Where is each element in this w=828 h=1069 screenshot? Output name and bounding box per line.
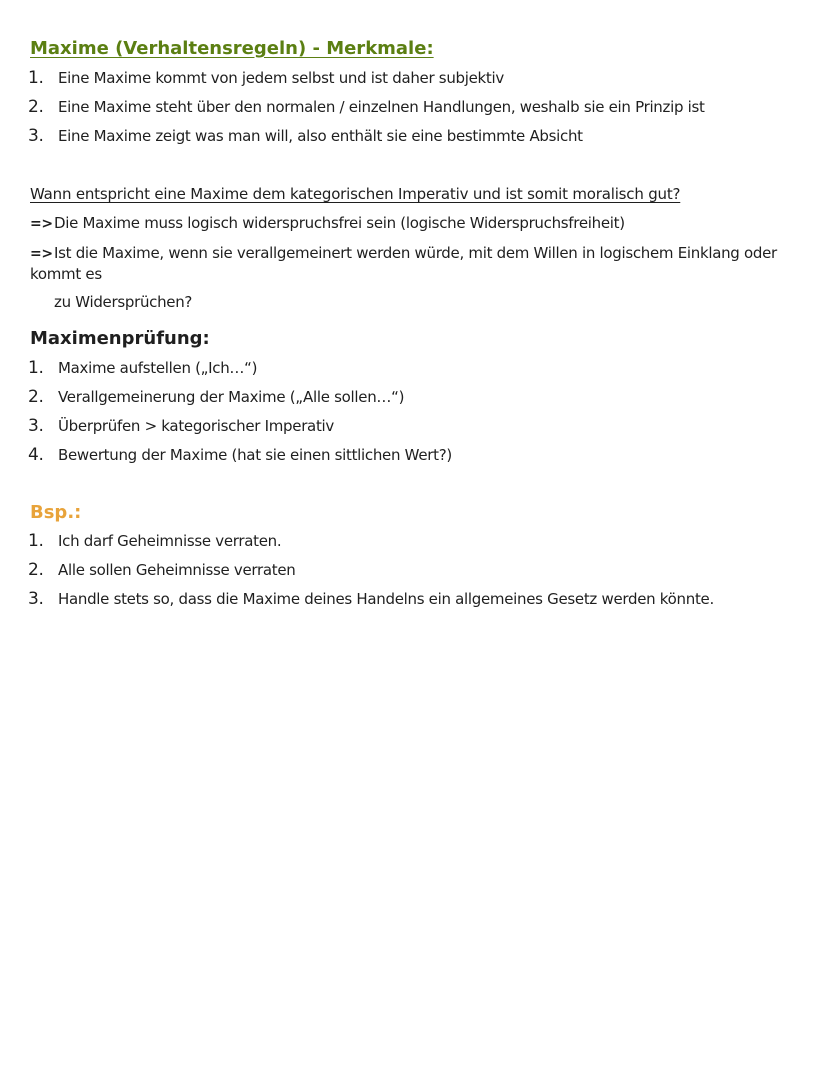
list-number: 3.	[28, 416, 44, 436]
list-number: 4.	[28, 445, 44, 465]
list-text: Bewertung der Maxime (hat sie einen sittlichen Wert?)	[58, 446, 452, 464]
list-text: Überprüfen > kategorischer Imperativ	[58, 417, 334, 435]
condition-text: Die Maxime muss logisch widerspruchsfrei sein (logische Widerspruchsfreiheit)	[54, 214, 625, 232]
list-number: 2.	[28, 560, 44, 580]
list-text: Handle stets so, dass die Maxime deines Handelns ein allgemeines Gesetz werden könnte.	[58, 590, 714, 608]
list-item	[28, 126, 705, 155]
list-item	[28, 416, 452, 445]
list-item	[28, 68, 705, 97]
section-heading-merkmale: Maxime (Verhaltensregeln) - Merkmale:	[30, 38, 434, 59]
list-item	[28, 560, 714, 589]
list-item	[28, 445, 452, 474]
list-number: 1.	[28, 531, 44, 551]
pruefung-list	[28, 358, 452, 474]
list-text: Verallgemeinerung der Maxime („Alle sollen…“)	[58, 388, 405, 406]
condition-text: Ist die Maxime, wenn sie verallgemeinert werden würde, mit dem Willen in logischem Einklang oder kommt es	[30, 244, 777, 283]
list-item	[28, 589, 714, 618]
condition-list	[30, 213, 790, 321]
list-text: Eine Maxime steht über den normalen / einzelnen Handlungen, weshalb sie ein Prinzip ist	[58, 98, 705, 116]
condition-item	[30, 243, 790, 312]
list-text: Maxime aufstellen („Ich…“)	[58, 359, 258, 377]
merkmale-list	[28, 68, 705, 155]
list-text: Alle sollen Geheimnisse verraten	[58, 561, 296, 579]
list-item	[28, 531, 714, 560]
list-text: Ich darf Geheimnisse verraten.	[58, 532, 282, 550]
arrow-marker: =>	[30, 216, 53, 232]
list-text: Eine Maxime zeigt was man will, also enthält sie eine bestimmte Absicht	[58, 127, 583, 145]
condition-text-continued: zu Widersprüchen?	[54, 293, 193, 311]
list-item	[28, 387, 452, 416]
list-number: 2.	[28, 387, 44, 407]
section-heading-maximenpruefung: Maximenprüfung:	[30, 328, 210, 349]
list-number: 3.	[28, 126, 44, 146]
list-item	[28, 97, 705, 126]
list-number: 3.	[28, 589, 44, 609]
section-heading-beispiel: Bsp.:	[30, 502, 82, 523]
list-number: 1.	[28, 68, 44, 88]
condition-item	[30, 213, 790, 234]
arrow-marker: =>	[30, 246, 53, 262]
list-number: 2.	[28, 97, 44, 117]
beispiel-list	[28, 531, 714, 618]
list-text: Eine Maxime kommt von jedem selbst und ist daher subjektiv	[58, 69, 504, 87]
list-item	[28, 358, 452, 387]
moral-question: Wann entspricht eine Maxime dem kategorischen Imperativ und ist somit moralisch gut?	[30, 185, 681, 203]
list-number: 1.	[28, 358, 44, 378]
